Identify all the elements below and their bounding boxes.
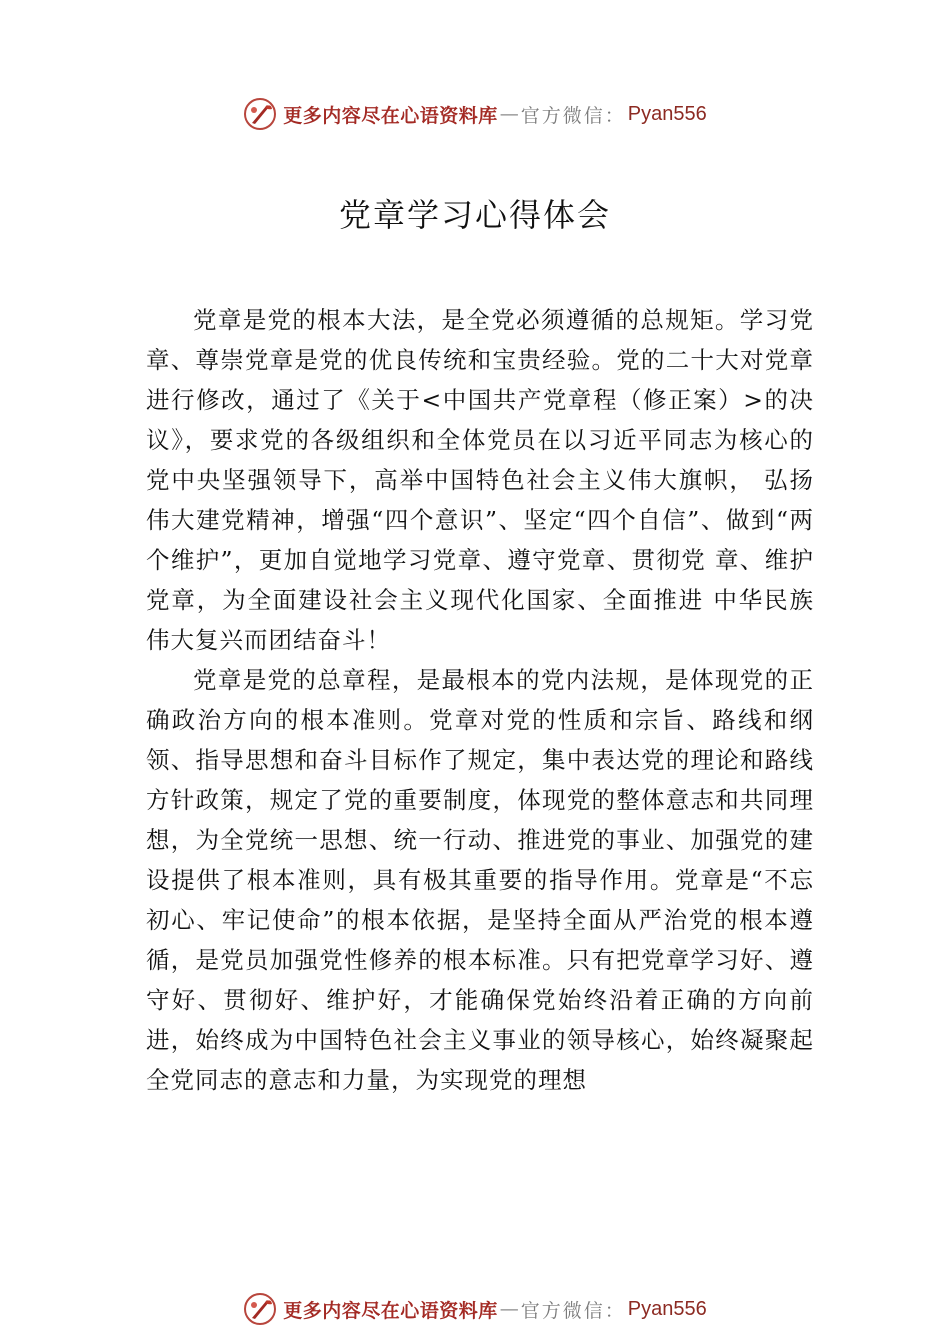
paragraph: 党章是党的根本大法，是全党必须遵循的总规矩。学习党章、尊崇党章是党的优良传统和宝贵经验。党的二十大对党章进行修改，通过了《关于<中国共产党章程（修正案）>的决议》，要求党的各级组织和全体党员在以习近平同志为核心的党中央坚强领导下，高举中国特色社会主义伟大旗帜， 弘扬伟大建党精神，增强“四个意识”、坚定“四个自信”、做到“两个维护”，更加自觉地学习党章、遵守党章、贯彻党 章、维护党章，为全面建设社会主义现代化国家、全面推进 中华民族伟大复兴而团结奋斗！ — [146, 306, 814, 654]
wechat-id: Pyan556 — [627, 1297, 707, 1320]
paragraph: 党章是党的总章程，是最根本的党内法规，是体现党的正确政治方向的根本准则。党章对党的性质和宗旨、路线和纲领、指导思想和奋斗目标作了规定，集中表达党的理论和路线方针政策，规定了党的重要制度，体现党的整体意志和共同理想，为全党统一思想、统一行动、推进党的事业、加强党的建设提供了根本准则，具有极其重要的指导作用。党章是“不忘初心、牢记使命”的根本依据，是坚持全面从严治党的根本遵循，是党员加强党性修养的根本标准。只有把党章学习好、遵守好、贯彻好、维护好，才能确保党始终沿着正确的方向前进，始终成为中国特色社会主义事业的领导核心，始终凝聚起全党同志的意志和力量，为实现党的理想 — [146, 666, 814, 1094]
promo-text: 更多内容尽在心语资料库 — [283, 104, 498, 127]
wechat-id: Pyan556 — [627, 102, 707, 125]
separator: — — [499, 1298, 519, 1320]
footer-banner — [0, 1289, 950, 1329]
promo-text: 更多内容尽在心语资料库 — [283, 1299, 498, 1322]
document-title: 党章学习心得体会 — [338, 196, 611, 234]
header-banner — [0, 94, 950, 134]
wechat-label: 官方微信： — [520, 1299, 626, 1322]
wechat-label: 官方微信： — [520, 104, 626, 127]
quill-pen-logo-icon — [243, 97, 277, 131]
separator: — — [499, 103, 519, 125]
document-body — [146, 300, 814, 1100]
quill-pen-logo-icon — [243, 1292, 277, 1326]
